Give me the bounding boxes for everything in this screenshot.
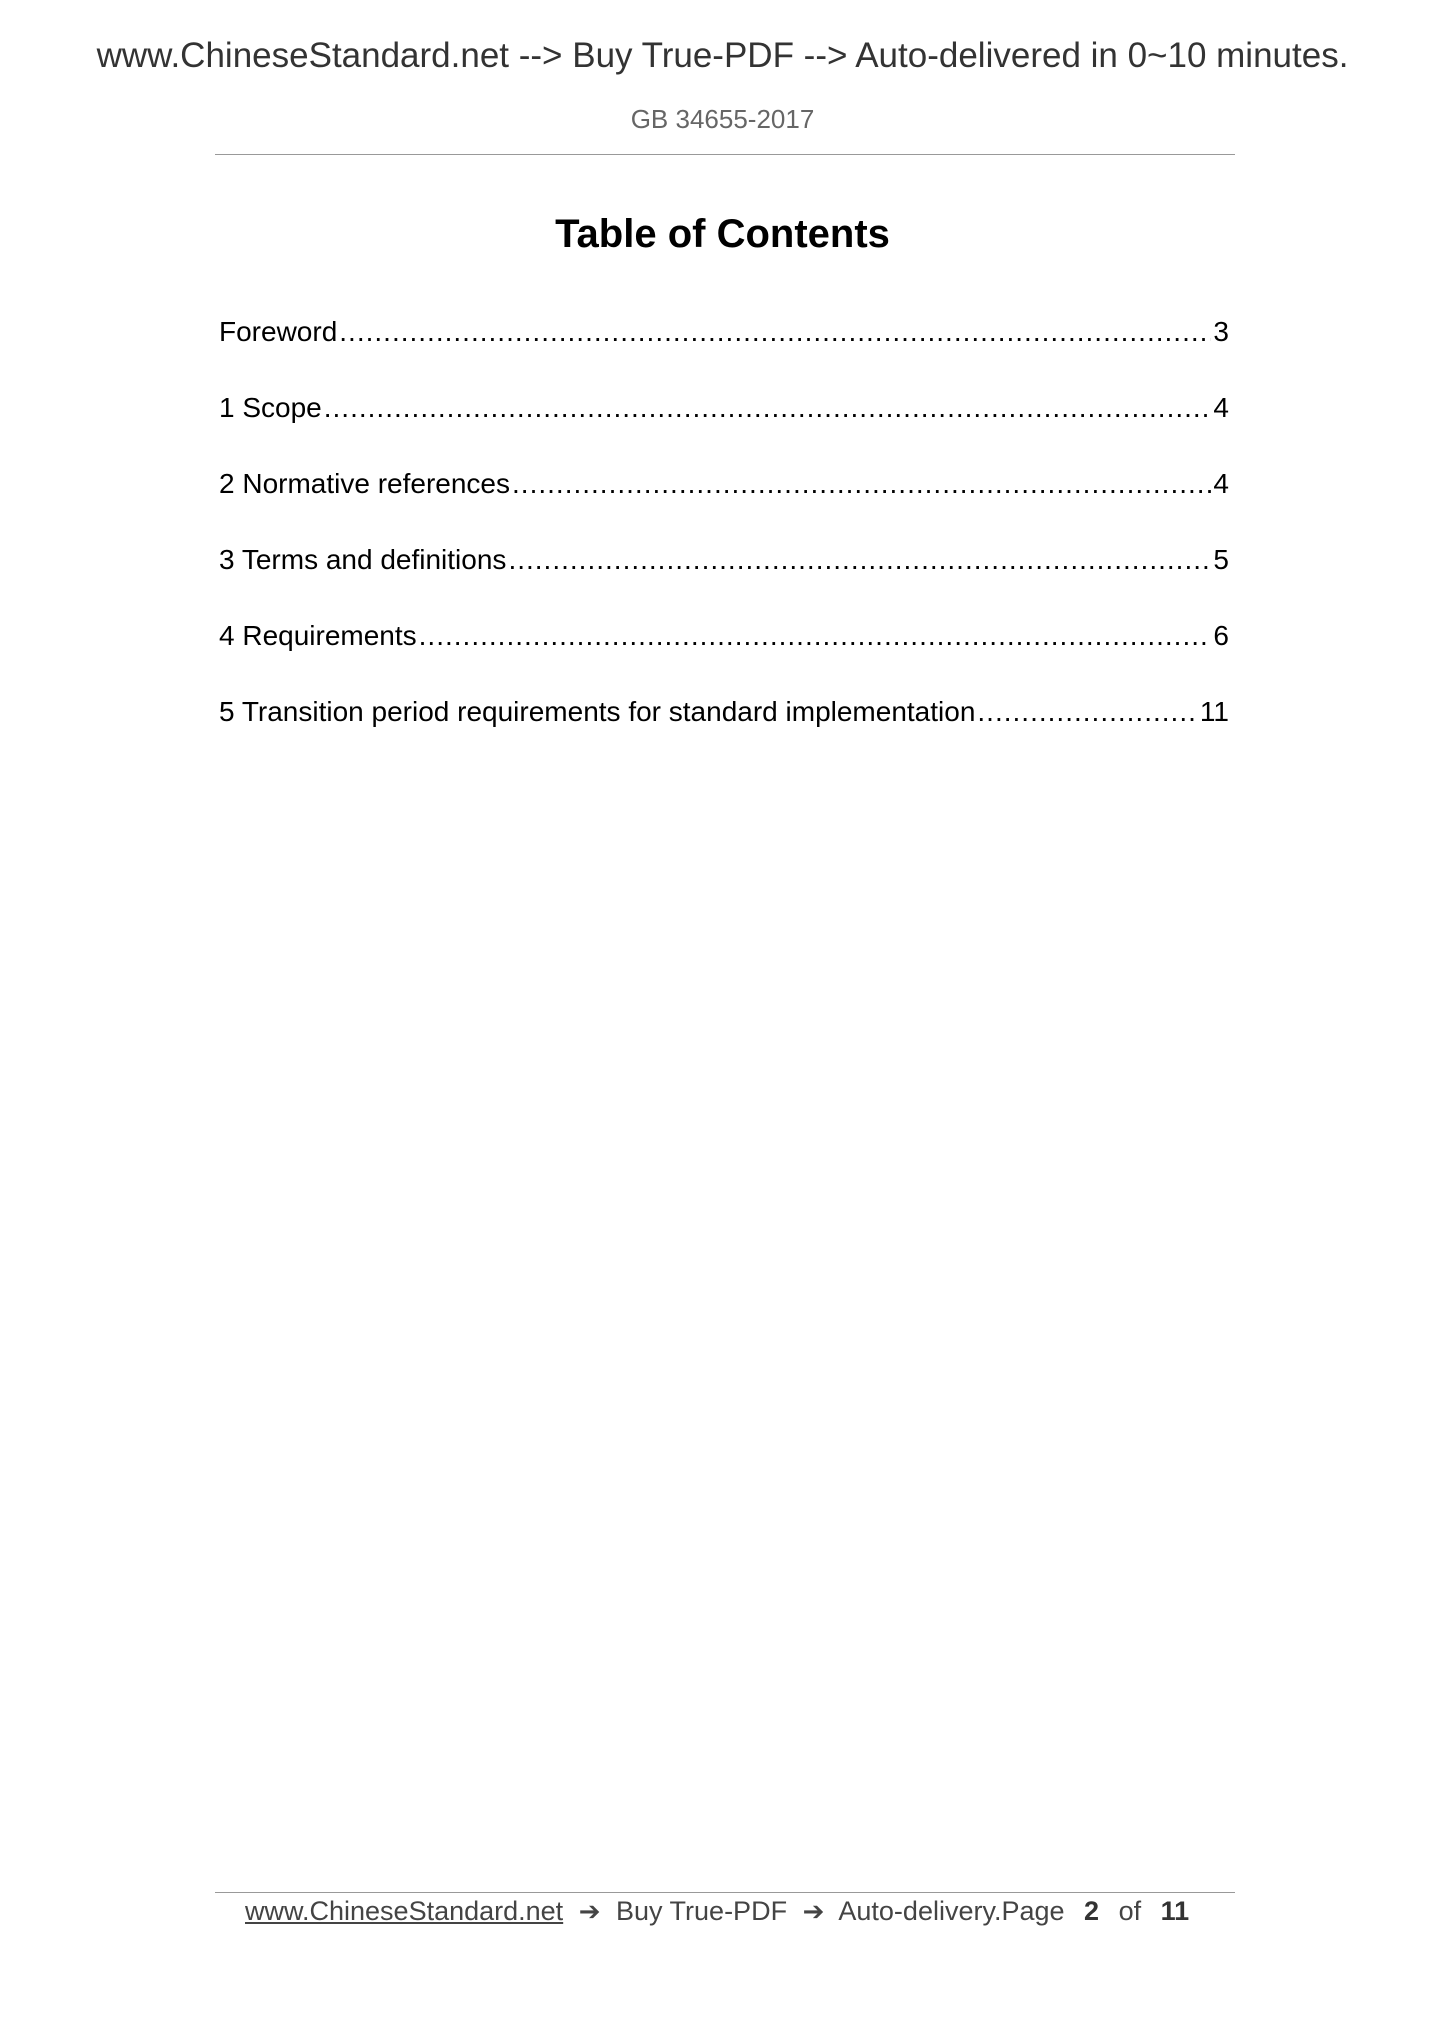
dot-leader <box>508 540 1211 580</box>
footer-segment-buy: Buy True-PDF <box>616 1896 788 1926</box>
page-word: Page <box>1001 1896 1065 1926</box>
toc-entry-label: 2 Normative references <box>219 468 511 499</box>
footer-segment-delivery: Auto-delivery. <box>838 1896 1002 1926</box>
footer-divider <box>215 1892 1235 1893</box>
page-footer <box>245 1896 1205 1927</box>
toc-entry-page: 5 <box>1213 544 1229 575</box>
header-banner: www.ChineseStandard.net --> Buy True-PDF --> Auto-delivered in 0~10 minutes. <box>96 36 1349 75</box>
toc-entry-label: 4 Requirements <box>219 620 417 651</box>
toc-entry-page: 3 <box>1213 316 1229 347</box>
dot-leader <box>977 692 1198 732</box>
dot-leader <box>324 388 1212 428</box>
header-divider <box>215 154 1235 155</box>
toc-entry-page: 11 <box>1199 696 1229 727</box>
dot-leader <box>419 616 1212 656</box>
toc-entry-page: 4 <box>1213 392 1229 423</box>
footer-promo <box>245 1896 1001 1927</box>
toc-entry-normative-references[interactable] <box>219 464 1229 540</box>
toc-entry-foreword[interactable] <box>219 312 1229 388</box>
toc-entry-transition-period[interactable] <box>219 692 1229 768</box>
toc-entry-page: 6 <box>1213 620 1229 651</box>
arrow-right-icon: ➔ <box>802 1897 825 1927</box>
toc-entry-page: 4 <box>1213 468 1229 499</box>
total-pages-number: 11 <box>1160 1896 1190 1926</box>
dot-leader <box>512 464 1211 504</box>
toc-entry-scope[interactable] <box>219 388 1229 464</box>
toc-entry-terms-definitions[interactable] <box>219 540 1229 616</box>
toc-list <box>219 312 1229 768</box>
site-link[interactable]: www.ChineseStandard.net <box>245 1896 564 1926</box>
toc-entry-label: 3 Terms and definitions <box>219 544 507 575</box>
toc-entry-label: 5 Transition period requirements for standard implementation <box>219 696 976 727</box>
toc-entry-label: Foreword <box>219 316 338 347</box>
page-of-word: of <box>1118 1896 1142 1926</box>
document-code: GB 34655-2017 <box>630 104 815 134</box>
arrow-right-icon: ➔ <box>578 1897 601 1927</box>
current-page-number: 2 <box>1084 1896 1100 1926</box>
toc-entry-requirements[interactable] <box>219 616 1229 692</box>
toc-title: Table of Contents <box>555 212 890 256</box>
dot-leader <box>339 312 1211 352</box>
page-counter <box>1001 1896 1201 1927</box>
toc-entry-label: 1 Scope <box>219 392 322 423</box>
